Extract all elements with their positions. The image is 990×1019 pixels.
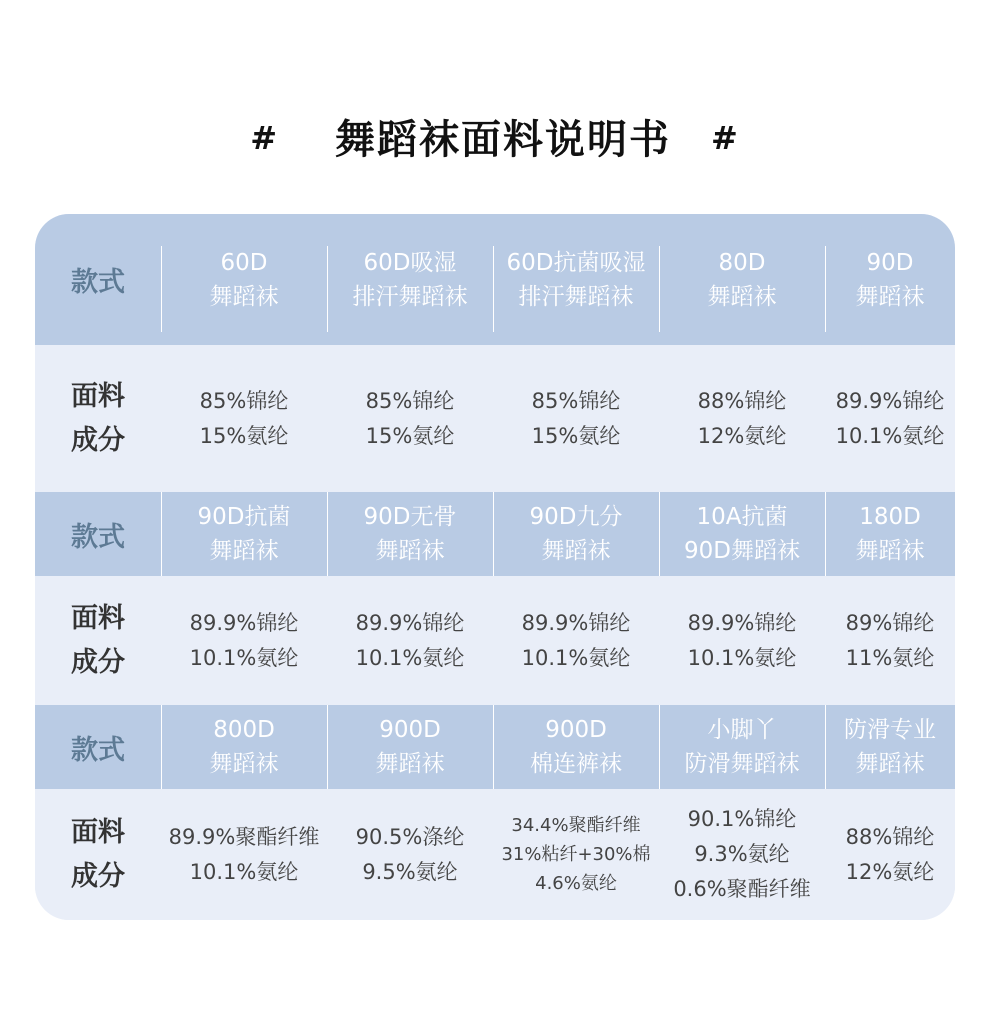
style-row-2 (35, 492, 955, 576)
composition-cell (161, 345, 327, 492)
composition-line: 88%锦纶 (697, 388, 787, 413)
product-cell (493, 492, 659, 576)
fabric-label (35, 576, 161, 705)
composition-cell (659, 789, 825, 920)
product-name-line2: 舞蹈袜 (855, 538, 925, 564)
composition-line: 88%锦纶 (845, 824, 935, 849)
product-name-line2: 舞蹈袜 (209, 538, 279, 564)
product-name-line1: 900D (545, 717, 607, 743)
product-cell (493, 214, 659, 345)
product-cell (327, 214, 493, 345)
product-cell (327, 705, 493, 789)
product-name-line2: 舞蹈袜 (375, 538, 445, 564)
composition-cell (161, 576, 327, 705)
product-cell (659, 705, 825, 789)
fabric-label-line1: 面料 (71, 602, 125, 634)
product-name-line1: 800D (213, 717, 275, 743)
product-cell (825, 492, 955, 576)
product-name-line1: 90D无骨 (363, 504, 457, 530)
composition-cell (327, 789, 493, 920)
composition-line: 12%氨纶 (845, 859, 935, 884)
composition-line: 10.1%氨纶 (355, 645, 465, 670)
composition-line: 9.3%氨纶 (694, 842, 790, 866)
product-name-line1: 180D (859, 504, 921, 530)
fabric-row-1 (35, 345, 955, 492)
product-name-line1: 90D (866, 249, 914, 276)
product-name-line2: 棉连裤袜 (530, 751, 622, 777)
hash-mark-right: # (711, 119, 740, 157)
composition-cell (659, 345, 825, 492)
composition-line: 10.1%氨纶 (521, 645, 631, 670)
product-name-line2: 舞蹈袜 (209, 751, 279, 777)
product-cell (327, 492, 493, 576)
composition-cell (659, 576, 825, 705)
composition-line: 15%氨纶 (531, 423, 621, 448)
product-name-line1: 80D (718, 249, 766, 276)
product-cell (161, 492, 327, 576)
product-name-line1: 10A抗菌 (696, 504, 788, 530)
composition-line: 11%氨纶 (845, 645, 935, 670)
composition-line: 12%氨纶 (697, 423, 787, 448)
composition-cell (825, 789, 955, 920)
product-name-line1: 90D九分 (529, 504, 623, 530)
product-name-line2: 排汗舞蹈袜 (352, 283, 468, 310)
composition-cell (327, 345, 493, 492)
composition-line: 89.9%锦纶 (189, 610, 299, 635)
product-name-line2: 排汗舞蹈袜 (518, 283, 634, 310)
composition-cell (493, 576, 659, 705)
product-name-line1: 60D吸湿 (363, 249, 457, 276)
title-text: 舞蹈袜面料说明书 (335, 117, 671, 163)
composition-cell (493, 789, 659, 920)
fabric-label-line2: 成分 (71, 646, 125, 678)
composition-line: 89.9%锦纶 (521, 610, 631, 635)
product-name-line2: 舞蹈袜 (707, 283, 777, 310)
hash-mark-left: # (250, 119, 279, 157)
product-name-line2: 舞蹈袜 (855, 751, 925, 777)
product-name-line2: 防滑舞蹈袜 (684, 751, 800, 777)
fabric-row-3 (35, 789, 955, 920)
composition-line: 10.1%氨纶 (189, 859, 299, 884)
product-name-line2: 舞蹈袜 (375, 751, 445, 777)
composition-line: 9.5%氨纶 (362, 859, 458, 884)
product-name-line1: 900D (379, 717, 441, 743)
product-name-line2: 舞蹈袜 (209, 283, 279, 310)
composition-line: 10.1%氨纶 (835, 423, 945, 448)
composition-line: 85%锦纶 (199, 388, 289, 413)
product-name-line1: 90D抗菌 (197, 504, 291, 530)
fabric-label-line1: 面料 (71, 816, 125, 848)
composition-line: 89.9%锦纶 (355, 610, 465, 635)
product-cell (161, 214, 327, 345)
composition-line: 89%锦纶 (845, 610, 935, 635)
style-row-1 (35, 214, 955, 345)
fabric-table (35, 214, 955, 920)
page-title (0, 108, 990, 165)
fabric-label-line1: 面料 (71, 380, 125, 412)
product-name-line1: 小脚丫 (707, 717, 777, 743)
product-cell (825, 214, 955, 345)
composition-line: 34.4%聚酯纤维 (511, 815, 641, 836)
composition-cell (161, 789, 327, 920)
composition-line: 90.5%涤纶 (355, 824, 465, 849)
composition-line: 15%氨纶 (199, 423, 289, 448)
composition-line: 10.1%氨纶 (189, 645, 299, 670)
composition-line: 31%粘纤+30%棉 (501, 844, 651, 865)
style-label: 款式 (71, 734, 125, 766)
composition-line: 85%锦纶 (365, 388, 455, 413)
style-row-3 (35, 705, 955, 789)
composition-line: 89.9%锦纶 (687, 610, 797, 635)
fabric-label (35, 345, 161, 492)
style-label: 款式 (71, 521, 125, 553)
product-cell (659, 492, 825, 576)
composition-line: 85%锦纶 (531, 388, 621, 413)
product-name-line2: 90D舞蹈袜 (684, 538, 800, 564)
product-name-line2: 舞蹈袜 (541, 538, 611, 564)
product-name-line2: 舞蹈袜 (855, 283, 925, 310)
product-cell (161, 705, 327, 789)
composition-line: 90.1%锦纶 (687, 807, 797, 831)
composition-line: 89.9%锦纶 (835, 388, 945, 413)
product-name-line1: 防滑专业 (844, 717, 936, 743)
composition-cell (493, 345, 659, 492)
product-name-line1: 60D (220, 249, 268, 276)
product-name-line1: 60D抗菌吸湿 (506, 249, 646, 276)
fabric-row-2 (35, 576, 955, 705)
fabric-label-line2: 成分 (71, 860, 125, 892)
product-cell (493, 705, 659, 789)
product-cell (659, 214, 825, 345)
composition-cell (825, 345, 955, 492)
composition-cell (327, 576, 493, 705)
fabric-label (35, 789, 161, 920)
composition-line: 89.9%聚酯纤维 (168, 824, 320, 849)
composition-line: 15%氨纶 (365, 423, 455, 448)
composition-line: 0.6%聚酯纤维 (673, 877, 811, 901)
composition-line: 10.1%氨纶 (687, 645, 797, 670)
composition-cell (825, 576, 955, 705)
style-label: 款式 (71, 267, 125, 298)
composition-line: 4.6%氨纶 (535, 873, 617, 894)
fabric-label-line2: 成分 (71, 424, 125, 456)
product-cell (825, 705, 955, 789)
